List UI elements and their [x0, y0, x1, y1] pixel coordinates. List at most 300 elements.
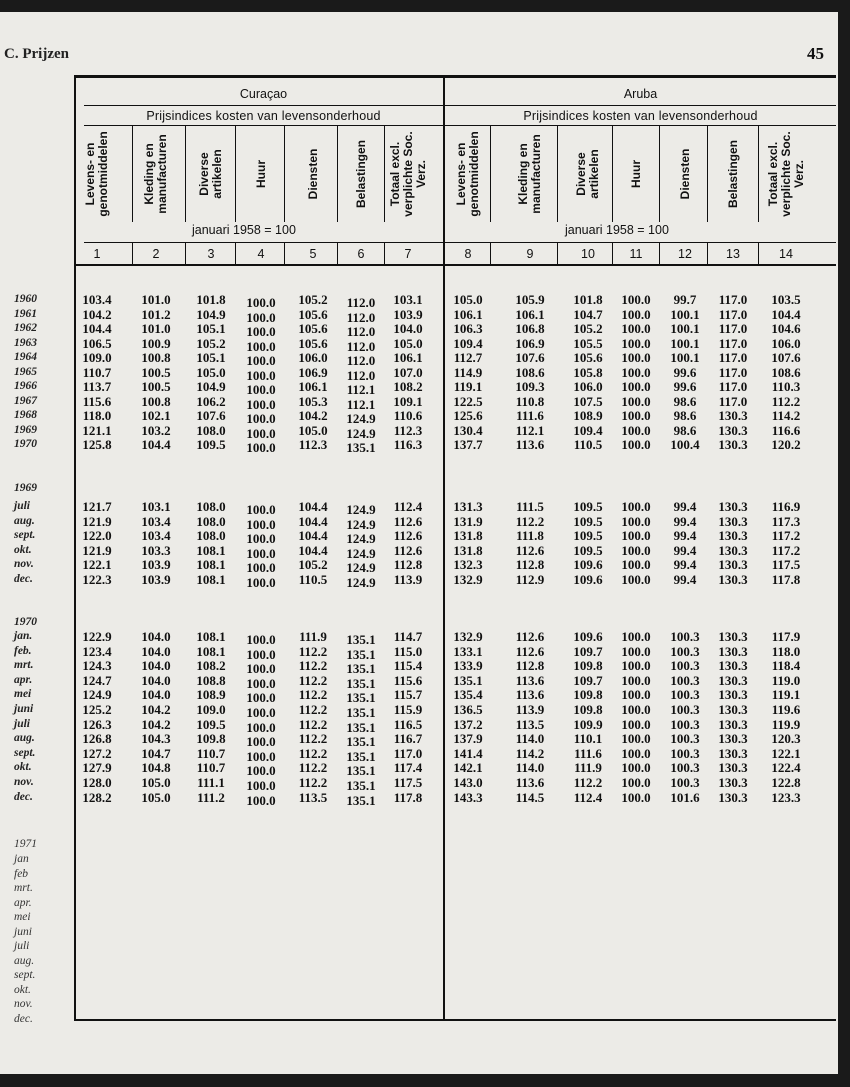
table-cell: 120.2 — [771, 437, 801, 452]
table-cell: 105.0 — [141, 789, 171, 805]
table-cell: 105.0 — [298, 422, 328, 438]
table-cell: 117.2 — [771, 542, 801, 558]
table-cell: 112.2 — [298, 745, 328, 761]
table-cell: 114.0 — [515, 731, 545, 747]
table-cell: 124.3 — [82, 658, 112, 674]
table-cell: 132.3 — [453, 557, 483, 573]
table-cell: 110.6 — [393, 408, 423, 423]
table-cell: 105.2 — [298, 557, 328, 573]
table-cell: 103.1 — [141, 499, 171, 514]
table-cell: 121.9 — [82, 542, 112, 558]
table-cell: 135.1 — [346, 734, 376, 750]
table-cell: 117.4 — [393, 760, 423, 776]
table-cell: 112.2 — [771, 393, 801, 409]
column-header-label: Kleding en manufacturen — [142, 134, 169, 214]
column-number: 6 — [357, 247, 365, 261]
table-cell: 100.0 — [621, 528, 651, 544]
table-cell: 112.6 — [393, 513, 423, 529]
row-label: nov. — [14, 776, 34, 788]
table-cell: 112.2 — [298, 658, 328, 674]
table-cell: 108.0 — [196, 499, 226, 514]
row-label: nov. — [14, 998, 33, 1010]
table-cell: 100.0 — [621, 364, 651, 380]
table-cell: 100.1 — [670, 321, 700, 336]
table-cell: 100.0 — [246, 575, 276, 590]
table-cell: 100.0 — [621, 393, 651, 409]
table-cell: 143.0 — [453, 775, 483, 790]
table-cell: 104.4 — [298, 528, 328, 544]
table-cell: 112.1 — [346, 382, 376, 397]
table-cell: 141.4 — [453, 745, 483, 761]
table-cell: 108.6 — [515, 364, 545, 380]
column-number: 8 — [464, 247, 472, 261]
table-cell: 126.8 — [82, 731, 112, 747]
table-cell: 104.9 — [196, 306, 226, 322]
table-cell: 99.4 — [673, 542, 697, 558]
table-cell: 104.0 — [141, 672, 171, 688]
page-number: 45 — [807, 44, 824, 63]
column-number: 4 — [257, 247, 265, 261]
table-cell: 130.3 — [718, 760, 748, 776]
table-cell: 100.0 — [621, 321, 651, 336]
scanned-page — [0, 12, 838, 1074]
row-label: apr. — [14, 673, 33, 686]
table-cell: 116.6 — [771, 422, 801, 438]
table-cell: 117.0 — [718, 379, 748, 394]
row-label: aug. — [14, 954, 35, 967]
table-cell: 130.3 — [718, 672, 748, 688]
table-cell: 112.6 — [393, 542, 423, 558]
table-cell: 100.0 — [246, 502, 276, 517]
column-separator — [758, 242, 759, 264]
table-cell: 100.0 — [246, 719, 276, 735]
table-cell: 115.6 — [393, 672, 423, 688]
table-cell: 118.4 — [771, 658, 801, 674]
column-separator — [758, 126, 759, 222]
table-cell: 108.2 — [196, 658, 226, 674]
table-cell: 100.9 — [141, 335, 171, 351]
table-cell: 100.0 — [621, 292, 651, 307]
table-cell: 100.0 — [246, 661, 276, 677]
table-cell: 108.2 — [393, 379, 423, 394]
table-cell: 100.0 — [246, 646, 276, 662]
table-cell: 109.0 — [82, 350, 112, 365]
table-cell: 105.6 — [298, 306, 328, 322]
table-cell: 105.2 — [573, 321, 603, 336]
table-cell: 105.2 — [196, 335, 226, 351]
table-cell: 112.2 — [298, 702, 328, 717]
table-cell: 115.0 — [393, 643, 423, 659]
table-cell: 130.3 — [718, 716, 748, 732]
table-cell: 112.2 — [298, 672, 328, 688]
table-cell: 112.0 — [346, 367, 376, 383]
table-cell: 100.3 — [670, 745, 700, 761]
table-cell: 125.2 — [82, 702, 112, 717]
table-cell: 115.9 — [393, 702, 423, 717]
table-cell: 135.1 — [346, 632, 376, 647]
table-cell: 100.0 — [246, 705, 276, 720]
table-cell: 110.7 — [196, 745, 226, 761]
table-cell: 101.6 — [670, 789, 700, 805]
table-cell: 103.3 — [141, 542, 171, 558]
table-cell: 106.1 — [298, 379, 328, 394]
table-cell: 128.2 — [82, 789, 112, 805]
column-header-label: Totaal excl. verplichte Soc. Verz. — [765, 131, 806, 217]
table-cell: 135.1 — [453, 672, 483, 688]
table-cell: 100.3 — [670, 658, 700, 674]
top-rule — [74, 75, 836, 78]
row-label: mei — [14, 911, 31, 923]
column-separator — [337, 242, 338, 264]
table-cell: 112.2 — [515, 513, 545, 529]
table-cell: 111.9 — [299, 629, 327, 644]
table-cell: 104.0 — [141, 658, 171, 674]
table-cell: 100.0 — [621, 702, 651, 717]
table-cell: 128.0 — [82, 775, 112, 790]
table-cell: 135.1 — [346, 661, 376, 677]
table-cell: 104.0 — [393, 321, 423, 336]
table-cell: 112.3 — [393, 422, 423, 438]
section-prefix: C. — [4, 46, 19, 62]
table-cell: 112.2 — [298, 775, 328, 790]
table-cell: 104.8 — [141, 760, 171, 776]
table-cell: 100.0 — [621, 672, 651, 688]
table-cell: 122.3 — [82, 572, 112, 587]
table-cell: 104.4 — [298, 542, 328, 558]
table-cell: 132.9 — [453, 629, 483, 644]
table-cell: 135.1 — [346, 646, 376, 662]
table-cell: 109.6 — [573, 557, 603, 573]
table-cell: 109.0 — [196, 702, 226, 717]
column-separator — [132, 242, 133, 264]
table-cell: 119.9 — [771, 716, 801, 732]
table-cell: 107.6 — [771, 350, 801, 365]
table-cell: 100.0 — [621, 335, 651, 351]
table-cell: 106.2 — [196, 393, 226, 409]
table-cell: 100.3 — [670, 687, 700, 703]
row-label: 1971 — [14, 838, 37, 850]
table-cell: 117.8 — [393, 789, 423, 805]
row-label: jan. — [14, 630, 33, 642]
table-cell: 108.1 — [196, 542, 226, 558]
table-cell: 103.4 — [82, 292, 112, 307]
row-label: jan — [14, 853, 29, 865]
table-cell: 112.2 — [298, 731, 328, 747]
table-cell: 105.5 — [573, 335, 603, 351]
table-cell: 133.9 — [453, 658, 483, 674]
table-cell: 100.0 — [246, 367, 276, 383]
table-cell: 117.0 — [718, 292, 748, 307]
subtitle-curacao: Prijsindices kosten van levensonderhoud — [146, 109, 381, 123]
table-cell: 101.8 — [573, 292, 603, 307]
table-cell: 100.3 — [670, 716, 700, 732]
table-cell: 117.0 — [718, 335, 748, 351]
table-cell: 100.0 — [246, 353, 276, 368]
table-cell: 109.5 — [196, 716, 226, 732]
table-cell: 110.3 — [771, 379, 801, 394]
table-cell: 106.3 — [453, 321, 483, 336]
group-title-aruba: Aruba — [623, 87, 658, 101]
section-header — [4, 46, 69, 63]
table-cell: 104.4 — [298, 499, 328, 514]
table-cell: 108.6 — [771, 364, 801, 380]
column-header-label: Kleding en manufacturen — [516, 134, 543, 214]
table-cell: 109.8 — [196, 731, 226, 747]
table-cell: 104.0 — [141, 687, 171, 703]
row-label: aug. — [14, 732, 35, 745]
table-cell: 130.3 — [718, 572, 748, 587]
column-number: 14 — [779, 247, 793, 261]
table-cell: 121.1 — [82, 422, 112, 438]
table-cell: 102.1 — [141, 408, 171, 423]
table-cell: 116.9 — [771, 499, 801, 514]
table-cell: 100.0 — [621, 687, 651, 703]
row-label: apr. — [14, 896, 32, 909]
table-cell: 112.3 — [298, 437, 328, 452]
table-cell: 116.3 — [393, 437, 423, 452]
table-cell: 112.1 — [346, 396, 376, 412]
table-cell: 103.5 — [771, 292, 801, 307]
column-separator — [384, 242, 385, 264]
table-cell: 110.8 — [515, 393, 545, 409]
table-cell: 105.0 — [196, 364, 226, 380]
table-cell: 135.1 — [346, 748, 376, 764]
table-cell: 113.9 — [515, 702, 545, 717]
table-cell: 103.9 — [141, 572, 171, 587]
row-label: 1963 — [14, 336, 37, 349]
table-cell: 118.0 — [82, 408, 112, 423]
table-cell: 119.1 — [453, 379, 483, 394]
table-cell: 122.4 — [771, 760, 801, 776]
table-cell: 109.5 — [573, 542, 603, 558]
table-cell: 130.3 — [718, 731, 748, 747]
table-cell: 112.2 — [298, 716, 328, 732]
table-cell: 104.9 — [196, 379, 226, 394]
table-cell: 112.8 — [393, 557, 423, 573]
column-separator — [185, 242, 186, 264]
table-cell: 100.0 — [621, 408, 651, 423]
table-cell: 100.0 — [246, 531, 276, 547]
table-cell: 125.8 — [82, 437, 112, 452]
table-cell: 104.3 — [141, 731, 171, 747]
row-label: 1970 — [14, 616, 37, 628]
table-cell: 135.1 — [346, 719, 376, 735]
table-cell: 130.3 — [718, 702, 748, 717]
row-label: sept. — [14, 529, 36, 542]
table-cell: 100.0 — [246, 748, 276, 764]
table-cell: 106.1 — [453, 306, 483, 322]
row-label: juli — [14, 717, 30, 730]
table-cell: 100.0 — [621, 499, 651, 514]
table-cell: 131.8 — [453, 528, 483, 544]
table-cell: 112.1 — [515, 422, 545, 438]
table-cell: 112.0 — [346, 338, 376, 354]
table-cell: 125.6 — [453, 408, 483, 423]
table-cell: 110.5 — [573, 437, 603, 452]
table-cell: 112.2 — [573, 775, 603, 790]
table-cell: 112.0 — [346, 324, 376, 339]
table-cell: 101.0 — [141, 292, 171, 307]
table-cell: 100.3 — [670, 702, 700, 717]
column-separator — [384, 126, 385, 222]
table-cell: 113.5 — [515, 716, 545, 732]
table-cell: 130.3 — [718, 745, 748, 761]
group-title-curacao: Curaçao — [239, 87, 288, 101]
table-cell: 121.9 — [82, 513, 112, 529]
table-cell: 110.7 — [82, 364, 112, 380]
table-cell: 99.7 — [673, 292, 697, 307]
table-cell: 131.9 — [453, 513, 483, 529]
table-cell: 124.9 — [82, 687, 112, 703]
table-cell: 115.6 — [82, 393, 112, 409]
table-cell: 106.9 — [515, 335, 545, 351]
table-cell: 117.0 — [718, 364, 748, 380]
row-label: dec. — [14, 1012, 33, 1025]
table-cell: 135.1 — [346, 778, 376, 793]
table-cell: 112.9 — [515, 572, 545, 587]
table-cell: 104.6 — [771, 321, 801, 336]
table-cell: 143.3 — [453, 789, 483, 805]
table-cell: 118.0 — [771, 643, 801, 659]
row-label: 1970 — [14, 438, 37, 450]
table-cell: 100.0 — [246, 516, 276, 532]
table-cell: 103.4 — [141, 513, 171, 529]
column-number: 1 — [93, 247, 101, 261]
table-cell: 116.5 — [393, 716, 423, 732]
table-cell: 100.0 — [246, 690, 276, 706]
table-cell: 104.4 — [771, 306, 801, 322]
table-cell: 135.1 — [346, 690, 376, 706]
table-cell: 100.0 — [246, 632, 276, 647]
table-cell: 142.1 — [453, 760, 483, 776]
column-separator — [612, 126, 613, 222]
row-label: 1967 — [14, 394, 37, 407]
table-cell: 109.6 — [573, 572, 603, 587]
table-cell: 124.9 — [346, 411, 376, 426]
number-rule-bottom — [74, 264, 836, 266]
table-cell: 130.3 — [718, 513, 748, 529]
column-separator — [337, 126, 338, 222]
column-header-label: Levens- en genotmiddelen — [454, 131, 481, 217]
table-cell: 100.5 — [141, 379, 171, 394]
table-cell: 117.5 — [393, 775, 423, 790]
table-cell: 117.9 — [771, 629, 801, 644]
table-cell: 135.4 — [453, 687, 483, 703]
table-cell: 124.9 — [346, 502, 376, 517]
table-cell: 115.7 — [393, 687, 423, 703]
table-cell: 104.0 — [141, 629, 171, 644]
table-cell: 135.1 — [346, 792, 376, 808]
row-label: juni — [14, 703, 34, 715]
column-header-label: Diverse artikelen — [197, 149, 224, 199]
table-cell: 117.0 — [718, 350, 748, 365]
row-label: mrt. — [14, 882, 33, 894]
table-cell: 100.0 — [621, 379, 651, 394]
table-cell: 111.1 — [197, 775, 225, 790]
row-label: juli — [14, 940, 30, 952]
table-cell: 124.9 — [346, 575, 376, 590]
table-cell: 109.5 — [573, 499, 603, 514]
table-cell: 109.5 — [573, 528, 603, 544]
table-cell: 100.0 — [621, 643, 651, 659]
table-cell: 100.0 — [246, 778, 276, 793]
table-cell: 108.0 — [196, 513, 226, 529]
table-cell: 124.7 — [82, 672, 112, 688]
column-number: 7 — [404, 247, 412, 261]
table-cell: 112.4 — [393, 499, 423, 514]
table-cell: 112.0 — [346, 353, 376, 368]
column-header-label: Belastingen — [725, 140, 740, 209]
column-number: 9 — [526, 247, 534, 261]
table-cell: 130.3 — [718, 658, 748, 674]
table-cell: 104.4 — [82, 321, 112, 336]
table-cell: 100.0 — [246, 763, 276, 779]
table-cell: 109.7 — [573, 643, 603, 659]
table-cell: 103.4 — [141, 528, 171, 544]
table-cell: 106.9 — [298, 364, 328, 380]
table-cell: 100.0 — [246, 396, 276, 412]
table-cell: 111.8 — [516, 528, 544, 544]
table-cell: 99.4 — [673, 513, 697, 529]
table-cell: 135.1 — [346, 440, 376, 455]
table-cell: 109.4 — [573, 422, 603, 438]
column-number: 12 — [678, 247, 692, 261]
table-cell: 109.4 — [453, 335, 483, 351]
row-label: sept. — [14, 746, 36, 759]
column-separator — [235, 126, 236, 222]
table-cell: 131.8 — [453, 542, 483, 558]
column-header-label: Totaal excl. verplichte Soc. Verz. — [387, 131, 428, 217]
table-cell: 111.5 — [516, 499, 544, 514]
table-cell: 99.4 — [673, 557, 697, 573]
table-cell: 108.9 — [573, 408, 603, 423]
table-cell: 104.7 — [573, 306, 603, 322]
table-cell: 100.3 — [670, 731, 700, 747]
column-separator — [132, 126, 133, 222]
table-cell: 124.9 — [346, 425, 376, 441]
table-cell: 130.3 — [718, 542, 748, 558]
table-cell: 100.3 — [670, 643, 700, 659]
table-cell: 105.2 — [298, 292, 328, 307]
table-cell: 100.0 — [621, 306, 651, 322]
table-cell: 130.3 — [718, 687, 748, 703]
table-cell: 136.5 — [453, 702, 483, 717]
table-cell: 100.5 — [141, 364, 171, 380]
table-cell: 114.2 — [515, 745, 545, 761]
table-cell: 105.6 — [573, 350, 603, 365]
table-cell: 107.6 — [515, 350, 545, 365]
column-header-label: Huur — [253, 160, 268, 188]
table-cell: 108.1 — [196, 643, 226, 659]
table-cell: 100.0 — [621, 658, 651, 674]
row-label: dec. — [14, 790, 33, 803]
column-number: 10 — [581, 247, 595, 261]
table-cell: 109.1 — [393, 393, 423, 409]
table-cell: 122.9 — [82, 629, 112, 644]
table-cell: 104.4 — [141, 437, 171, 452]
table-cell: 114.2 — [771, 408, 801, 423]
table-cell: 99.4 — [673, 572, 697, 587]
table-cell: 100.0 — [621, 716, 651, 732]
table-cell: 105.1 — [196, 321, 226, 336]
table-cell: 112.2 — [298, 760, 328, 776]
table-cell: 100.3 — [670, 760, 700, 776]
table-cell: 114.9 — [453, 364, 483, 380]
table-cell: 100.0 — [621, 422, 651, 438]
table-cell: 108.8 — [196, 672, 226, 688]
column-header-label: Diensten — [677, 148, 692, 200]
table-cell: 112.0 — [346, 309, 376, 325]
